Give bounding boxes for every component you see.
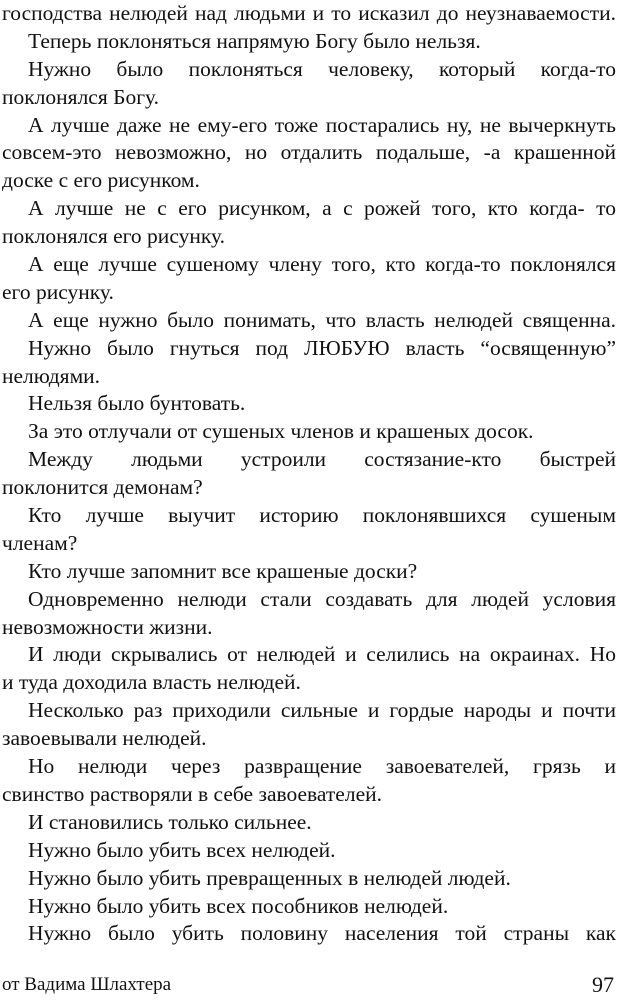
text-line: А лучше не с его рисунком, а с рожей того, кто когда- то: [28, 196, 616, 221]
text-line: Кто лучше запомнит все крашеные доски?: [28, 558, 418, 583]
page-footer: [0, 970, 620, 1000]
page-number: 97: [592, 972, 614, 997]
text-line: Нужно было убить всех пособников нелюдей.: [28, 893, 449, 918]
text-line: членам?: [2, 530, 78, 555]
text-line: и туда доходила власть нелюдей.: [2, 670, 301, 695]
text-line: поклонялся его рисунку.: [2, 224, 225, 249]
text-line: его рисунку.: [2, 279, 114, 304]
text-line: А еще нужно было понимать, что власть нелюдей священна.: [28, 307, 616, 332]
text-line: господства нелюдей над людьми и то исказил до неузнаваемости.: [2, 1, 616, 25]
text-line: Но нелюди через развращение завоевателей, грязь и: [28, 754, 616, 779]
text-line: Нужно было гнуться под ЛЮБУЮ власть “освященную”: [28, 335, 616, 360]
text-line: За это отлучали от сушеных членов и крашеных досок.: [28, 419, 534, 444]
text-line: Несколько раз приходили сильные и гордые народы и почти: [28, 698, 616, 723]
text-line: Нужно было убить превращенных в нелюдей людей.: [28, 865, 511, 890]
footer-author: от Вадима Шлахтера: [2, 974, 172, 995]
text-line: совсем-это невозможно, но отдалить подальше, -а крашенной: [2, 140, 616, 165]
text-line: И люди скрывались от нелюдей и селились на окраинах. Но: [28, 642, 616, 667]
text-line: свинство растворяли в себе завоевателей.: [2, 781, 382, 806]
text-line: А лучше даже не ему-его тоже постарались ну, не вычеркнуть: [28, 112, 616, 137]
text-line: А еще лучше сушеному члену того, кто когда-то поклонялся: [28, 252, 616, 277]
text-line: невозможности жизни.: [2, 614, 213, 639]
text-line: Кто лучше выучит историю поклонявшихся сушеным: [28, 503, 616, 528]
text-line: И становились только сильнее.: [28, 809, 312, 834]
text-line: Между людьми устроили состязание-кто быстрей: [28, 447, 616, 472]
text-line: Нужно было поклоняться человеку, который когда-то: [28, 56, 616, 81]
text-line: Нельзя было бунтовать.: [28, 391, 246, 416]
text-line: поклонялся Богу.: [2, 84, 159, 109]
text-line: завоевывали нелюдей.: [2, 726, 207, 751]
text-line: Нужно было убить всех нелюдей.: [28, 837, 336, 862]
text-line: доске с его рисунком.: [2, 168, 200, 193]
text-line: поклонится демонам?: [2, 475, 203, 500]
text-line: Одновременно нелюди стали создавать для людей условия: [28, 586, 616, 611]
text-line: Нужно было убить половину населения той страны как: [28, 921, 616, 946]
text-line: нелюдями.: [2, 363, 101, 388]
text-line: Теперь поклоняться напрямую Богу было нельзя.: [28, 28, 481, 53]
body-text: [2, 0, 616, 948]
